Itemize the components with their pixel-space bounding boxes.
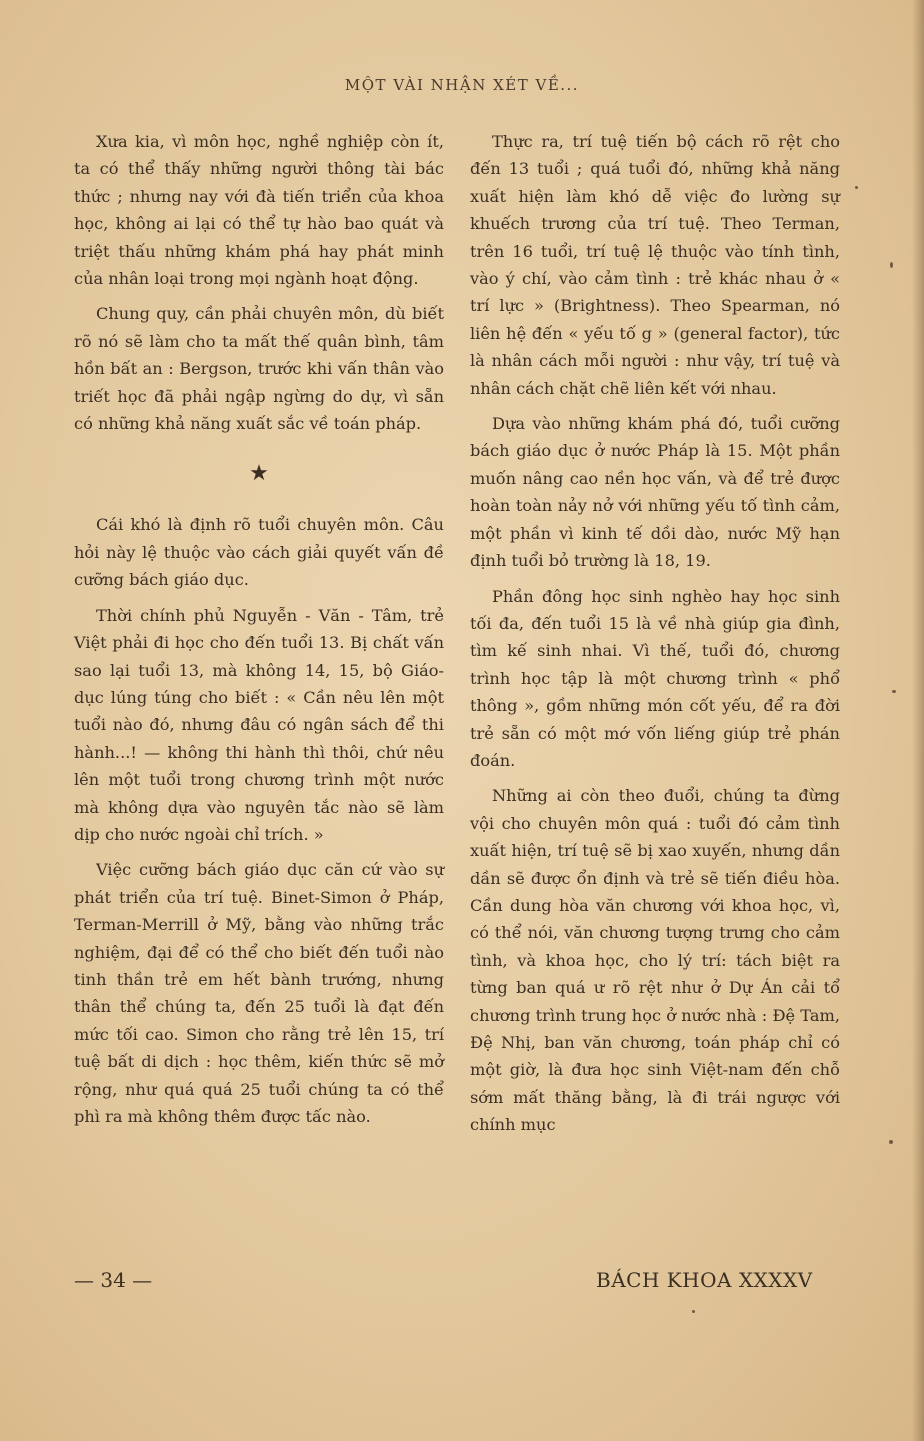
- paper-speck: [855, 186, 858, 189]
- star-separator-icon: ★: [249, 461, 269, 487]
- paragraph: Thời chính phủ Nguyễn - Văn - Tâm, trẻ Việt phải đi học cho đến tuổi 13. Bị chất vấn sao lại tuổi 13, mà không 14, 15, bộ Giáo-dục lúng túng cho biết : « Cần nêu lên một tuổi nào đó, nhưng đâu có ngân sách để thi hành...! — không thi hành thì thôi, chứ nêu lên một tuổi trong chương trình một nước mà không dựa vào nguyên tắc nào sẽ làm dịp cho nước ngoài chỉ trích. »: [74, 605, 444, 844]
- paragraph: Những ai còn theo đuổi, chúng ta đừng vội cho chuyên môn quá : tuổi đó cảm tình xuất hiện, trí tuệ sẽ bị xao xuyến, nhưng dần dần sẽ được ổn định và trẻ sẽ tiến điều hòa. Cần dung hòa văn chương với khoa học, vì, có thể nói, văn chương tượng trưng cho cảm tình, và khoa học, cho lý trí: tách biệt ra từng ban quá ư rõ rệt như ở Dự Án cải tổ chương trình trung học ở nước nhà : Đệ Tam, Đệ Nhị, ban văn chương, toán pháp chỉ có một giờ, là đưa học sinh Việt-nam đến chỗ sớm mất thăng bằng, là đi trái ngược với chính mục: [470, 786, 840, 1135]
- paragraph: Phần đông học sinh nghèo hay học sinh tối đa, đến tuổi 15 là về nhà giúp gia đình, tìm kế sinh nhai. Vì thế, tuổi đó, chương trình học tập là một chương trình « phổ thông », gồm những món cốt yếu, để ra đời trẻ sẵn có một mớ vốn liếng giúp trẻ phán đoán.: [470, 586, 840, 770]
- paragraph: Chung quy, cần phải chuyên môn, dù biết rõ nó sẽ làm cho ta mất thế quân bình, tâm hồn bất an : Bergson, trước khi vấn thân vào triết học đã phải ngập ngừng do dự, vì sẵn có những khả năng xuất sắc về toán pháp.: [74, 304, 444, 434]
- paper-speck: [692, 1310, 695, 1313]
- paragraph: Dựa vào những khám phá đó, tuổi cưỡng bách giáo dục ở nước Pháp là 15. Một phần muốn nâng cao nền học vấn, và để trẻ được hoàn toàn nảy nở với những yếu tố tình cảm, một phần vì kinh tế dồi dào, nước Mỹ hạn định tuổi bỏ trường là 18, 19.: [470, 414, 840, 571]
- paragraph: Thực ra, trí tuệ tiến bộ cách rõ rệt cho đến 13 tuổi ; quá tuổi đó, những khả năng xuất hiện làm khó dễ việc đo lường sự khuếch trương của trí tuệ. Theo Terman, trên 16 tuổi, trí tuệ lệ thuộc vào tính tình, vào ý chí, vào cảm tình : trẻ khác nhau ở « trí lực » (Brightness). Theo Spearman, nó liên hệ đến « yếu tố g » (general factor), tức là nhân cách mỗi người : như vậy, trí tuệ và nhân cách chặt chẽ liên kết với nhau.: [470, 132, 840, 398]
- paragraph: Việc cưỡng bách giáo dục căn cứ vào sự phát triển của trí tuệ. Binet-Simon ở Pháp, Terman-Merrill ở Mỹ, bằng vào những trắc nghiệm, đại để có thể cho biết đến tuổi nào tinh thần trẻ em hết bành trướng, nhưng thân thể chúng ta, đến 25 tuổi là đạt đến mức tối cao. Simon cho rằng trẻ lên 15, trí tuệ bất di dịch : học thêm, kiến thức sẽ mở rộng, như quá quá 25 tuổi chúng ta có thể phì ra mà không thêm được tấc nào.: [74, 860, 444, 1126]
- left-column: [74, 128, 444, 1138]
- paragraph: Cái khó là định rõ tuổi chuyên môn. Câu hỏi này lệ thuộc vào cách giải quyết vấn đề cưỡng bách giáo dục.: [74, 515, 444, 590]
- publication-title: BÁCH KHOA XXXXV: [596, 1268, 813, 1292]
- running-title: MỘT VÀI NHẬN XÉT VỀ...: [344, 76, 580, 94]
- paragraph: Xưa kia, vì môn học, nghề nghiệp còn ít, ta có thể thấy những người thông tài bác thức ; nhưng nay với đà tiến triển của khoa học, không ai lại có thể tự hào bao quát và triệt thấu những khám phá hay phát minh của nhân loại trong mọi ngành hoạt động.: [74, 132, 444, 289]
- page-edge-shadow: [912, 0, 924, 1441]
- page-number: — 34 —: [74, 1268, 153, 1292]
- paper-speck: [889, 1140, 893, 1144]
- right-column: [470, 128, 840, 1147]
- paper-speck: [892, 690, 896, 693]
- paper-speck: [890, 262, 893, 268]
